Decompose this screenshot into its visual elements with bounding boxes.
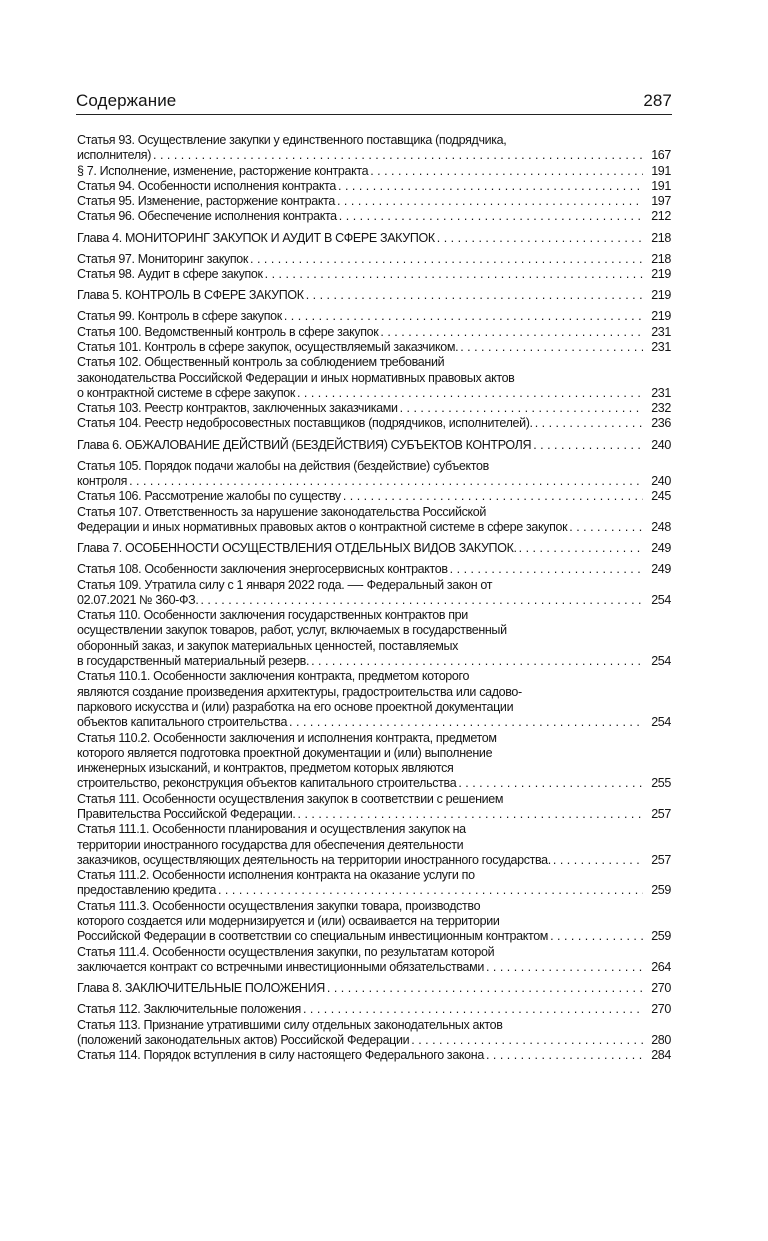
toc-entry-leader-row	[77, 562, 671, 577]
toc-article-entry[interactable]	[77, 325, 671, 340]
toc-dot-leader	[297, 386, 643, 401]
toc-entry-leader-row	[77, 520, 671, 535]
toc-entry-line: Статья 113. Признание утратившими силу отдельных законодательных актов	[77, 1017, 503, 1032]
toc-entry-line: Статья 111.2. Особенности исполнения контракта на оказание услуги по	[77, 868, 475, 883]
toc-entry-title: Статья 100. Ведомственный контроль в сфере закупок	[77, 324, 379, 339]
toc-dot-leader	[411, 1033, 643, 1048]
toc-article-entry[interactable]	[77, 489, 671, 504]
toc-dot-leader	[337, 194, 643, 209]
toc-entry-leader-row	[77, 325, 671, 340]
toc-entry-page: 219	[651, 309, 671, 324]
toc-article-entry[interactable]	[77, 194, 671, 209]
toc-entry-page: 240	[651, 437, 671, 452]
toc-article-entry[interactable]	[77, 209, 671, 224]
toc-article-entry[interactable]	[77, 179, 671, 194]
toc-dot-leader	[311, 654, 643, 669]
toc-dot-leader	[303, 1002, 643, 1017]
toc-chapter-entry[interactable]	[77, 286, 671, 304]
toc-dot-leader	[437, 229, 643, 247]
toc-dot-leader	[129, 474, 643, 489]
toc-dot-leader	[553, 853, 643, 868]
toc-entry-line: Статья 111.1. Особенности планирования и осуществления закупок на	[77, 822, 466, 837]
toc-entry-page: 231	[651, 385, 671, 400]
toc-dot-leader	[535, 416, 643, 431]
toc-dot-leader	[327, 979, 643, 997]
toc-entry-line: инженерных изысканий, и контрактов, предметом которых являются	[77, 761, 454, 776]
toc-entry-page: 231	[651, 339, 671, 354]
toc-dot-leader	[306, 286, 643, 304]
toc-article-entry[interactable]	[77, 459, 671, 490]
toc-chapter-entry[interactable]	[77, 436, 671, 454]
toc-dot-leader	[380, 325, 643, 340]
toc-entry-page: 212	[651, 209, 671, 224]
toc-entry-leader-row	[77, 1002, 671, 1017]
toc-entry-title: Глава 6. ОБЖАЛОВАНИЕ ДЕЙСТВИЙ (БЕЗДЕЙСТВИЯ) СУБЪЕКТОВ КОНТРОЛЯ	[77, 437, 532, 452]
toc-entry-line: которого является подготовка проектной документации и (или) выполнение	[77, 745, 493, 760]
toc-entry-leader-row	[77, 539, 671, 557]
toc-article-entry[interactable]	[77, 608, 671, 669]
toc-entry-page: 248	[651, 519, 671, 534]
toc-dot-leader	[458, 776, 643, 791]
toc-entry-leader-row	[77, 164, 671, 179]
toc-entry-line: Статья 110.2. Особенности заключения и исполнения контракта, предметом	[77, 730, 497, 745]
toc-dot-leader	[533, 436, 643, 454]
toc-entry-leader-row	[77, 416, 671, 431]
toc-entry-leader-row	[77, 1048, 671, 1063]
toc-article-entry[interactable]	[77, 133, 671, 164]
toc-entry-title: (положений законодательных актов) Российской Федерации	[77, 1032, 410, 1047]
toc-article-entry[interactable]	[77, 1048, 671, 1063]
toc-entry-title: Статья 108. Особенности заключения энергосервисных контрактов	[77, 562, 448, 577]
toc-entry-line: Статья 110. Особенности заключения государственных контрактов при	[77, 608, 468, 623]
toc-entry-leader-row	[77, 309, 671, 324]
toc-entry-title: Статья 112. Заключительные положения	[77, 1002, 301, 1017]
toc-entry-page: 219	[651, 267, 671, 282]
toc-entry-title: заказчиков, осуществляющих деятельность на территории иностранного государства.	[77, 852, 551, 867]
toc-entry-line: осуществлении закупок товаров, работ, услуг, включаемых в государственный	[77, 623, 507, 638]
toc-article-entry[interactable]	[77, 562, 671, 577]
toc-entry-leader-row	[77, 252, 671, 267]
toc-entry-leader-row	[77, 209, 671, 224]
toc-entry-title: в государственный материальный резерв.	[77, 654, 310, 669]
toc-entry-page: 249	[651, 562, 671, 577]
toc-entry-leader-row	[77, 489, 671, 504]
toc-entry-page: 259	[651, 929, 671, 944]
toc-entry-line: Статья 111.3. Особенности осуществления закупки товара, производство	[77, 898, 481, 913]
toc-entry-page: 270	[651, 1002, 671, 1017]
toc-entry-page: 191	[651, 178, 671, 193]
toc-entry-line: паркового искусства и (или) разработка на его основе проектной документации	[77, 699, 514, 714]
toc-article-entry[interactable]	[77, 355, 671, 401]
toc-entry-line: законодательства Российской Федерации и иных нормативных правовых актов	[77, 370, 515, 385]
toc-entry-page: 254	[651, 654, 671, 669]
toc-dot-leader	[265, 267, 643, 282]
toc-article-entry[interactable]	[77, 1018, 671, 1049]
toc-dot-leader	[370, 164, 643, 179]
toc-entry-line: которого создается или модернизируется и (или) осваивается на территории	[77, 914, 500, 929]
toc-dot-leader	[519, 539, 643, 557]
toc-dot-leader	[460, 340, 643, 355]
toc-dot-leader	[218, 883, 643, 898]
toc-entry-title: Статья 101. Контроль в сфере закупок, осуществляемый заказчиком.	[77, 339, 459, 354]
toc-entry-page: 167	[651, 148, 671, 163]
toc-entry-title: Глава 8. ЗАКЛЮЧИТЕЛЬНЫЕ ПОЛОЖЕНИЯ	[77, 981, 325, 996]
toc-entry-title: Глава 5. КОНТРОЛЬ В СФЕРЕ ЗАКУПОК	[77, 288, 304, 303]
toc-article-entry[interactable]	[77, 416, 671, 431]
toc-entry-title: Глава 7. ОСОБЕННОСТИ ОСУЩЕСТВЛЕНИЯ ОТДЕЛЬНЫХ ВИДОВ ЗАКУПОК.	[77, 541, 517, 556]
toc-entry-title: Глава 4. МОНИТОРИНГ ЗАКУПОК И АУДИТ В СФЕРЕ ЗАКУПОК	[77, 230, 435, 245]
toc-entry-title: Правительства Российской Федерации.	[77, 806, 296, 821]
toc-entry-page: 191	[651, 163, 671, 178]
toc-entry-leader-row	[77, 148, 671, 163]
toc-chapter-entry[interactable]	[77, 539, 671, 557]
page-number: 287	[643, 91, 672, 110]
toc-entry-line: Статья 107. Ответственность за нарушение законодательства Российской	[77, 504, 486, 519]
toc-entry-leader-row	[77, 979, 671, 997]
toc-article-entry[interactable]	[77, 252, 671, 267]
toc-entry-leader-row	[77, 807, 671, 822]
toc-entry-leader-row	[77, 229, 671, 247]
toc-dot-leader	[153, 148, 643, 163]
toc-entry-page: 197	[651, 194, 671, 209]
toc-dot-leader	[343, 489, 643, 504]
toc-entry-title: объектов капитального строительства	[77, 715, 288, 730]
toc-entry-line: Статья 109. Утратила силу с 1 января 2022 года. —- Федеральный закон от	[77, 577, 493, 592]
running-title: Содержание	[76, 91, 177, 110]
toc-entry-leader-row	[77, 593, 671, 608]
toc-entry-title: Статья 106. Рассмотрение жалобы по существу	[77, 489, 341, 504]
toc-entry-title: Статья 103. Реестр контрактов, заключенных заказчиками	[77, 401, 398, 416]
toc-entry-title: Федерации и иных нормативных правовых актов о контрактной системе в сфере закупок	[77, 519, 568, 534]
page-header	[76, 90, 672, 115]
toc-entry-page: 254	[651, 592, 671, 607]
toc-entry-title: Российской Федерации в соответствии со специальным инвестиционным контрактом	[77, 929, 549, 944]
toc-entry-page: 257	[651, 852, 671, 867]
toc-dot-leader	[200, 593, 643, 608]
toc-entry-page: 236	[651, 416, 671, 431]
toc-entry-title: контроля	[77, 474, 128, 489]
toc-entry-page: 264	[651, 959, 671, 974]
toc-dot-leader	[486, 1048, 643, 1063]
toc-entry-leader-row	[77, 436, 671, 454]
toc-article-entry[interactable]	[77, 731, 671, 792]
toc-entry-leader-row	[77, 267, 671, 282]
toc-entry-leader-row	[77, 654, 671, 669]
toc-entry-page: 249	[651, 541, 671, 556]
toc-entry-line: Статья 111. Особенности осуществления закупок в соответствии с решением	[77, 791, 504, 806]
toc-article-entry[interactable]	[77, 868, 671, 899]
toc-entry-page: 245	[651, 489, 671, 504]
toc-chapter-entry[interactable]	[77, 229, 671, 247]
toc-entry-leader-row	[77, 340, 671, 355]
toc-entry-page: 280	[651, 1032, 671, 1047]
toc-entry-leader-row	[77, 286, 671, 304]
toc-chapter-entry[interactable]	[77, 979, 671, 997]
toc-entry-title: строительство, реконструкция объектов капитального строительства	[77, 776, 457, 791]
toc-dot-leader	[569, 520, 643, 535]
toc-dot-leader	[338, 179, 643, 194]
toc-entry-leader-row	[77, 960, 671, 975]
toc-entry-title: Статья 114. Порядок вступления в силу настоящего Федерального закона	[77, 1048, 484, 1063]
toc-article-entry[interactable]	[77, 505, 671, 536]
toc-entry-title: о контрактной системе в сфере закупок	[77, 385, 295, 400]
toc-entry-title: предоставлению кредита	[77, 883, 216, 898]
toc-article-entry[interactable]	[77, 164, 671, 179]
toc-entry-leader-row	[77, 929, 671, 944]
toc-dot-leader	[450, 562, 643, 577]
toc-entry-page: 254	[651, 715, 671, 730]
toc-entry-leader-row	[77, 776, 671, 791]
toc-article-entry[interactable]	[77, 309, 671, 324]
toc-entry-line: Статья 102. Общественный контроль за соблюдением требований	[77, 355, 445, 370]
toc-entry-title: Статья 96. Обеспечение исполнения контракта	[77, 209, 337, 224]
toc-dot-leader	[550, 929, 643, 944]
toc-article-entry[interactable]	[77, 899, 671, 945]
toc-entry-title: заключается контракт со встречными инвестиционными обязательствами	[77, 959, 484, 974]
toc-dot-leader	[250, 252, 643, 267]
toc-dot-leader	[486, 960, 643, 975]
toc-entry-title: Статья 104. Реестр недобросовестных поставщиков (подрядчиков, исполнителей).	[77, 416, 533, 431]
toc-entry-title: Статья 97. Мониторинг закупок	[77, 251, 248, 266]
toc-dot-leader	[298, 807, 644, 822]
toc-article-entry[interactable]	[77, 267, 671, 282]
toc-article-entry[interactable]	[77, 401, 671, 416]
toc-entry-line: Статья 111.4. Особенности осуществления закупки, по результатам которой	[77, 944, 495, 959]
toc-entry-line: являются создание произведения архитектуры, градостроительства или садово-	[77, 684, 522, 699]
toc-entry-leader-row	[77, 386, 671, 401]
toc-entry-title: Статья 98. Аудит в сфере закупок	[77, 267, 263, 282]
toc-entry-page: 218	[651, 230, 671, 245]
toc-entry-leader-row	[77, 715, 671, 730]
toc-entry-page: 240	[651, 474, 671, 489]
toc-entry-page: 284	[651, 1048, 671, 1063]
toc-entry-page: 218	[651, 251, 671, 266]
toc-entry-leader-row	[77, 179, 671, 194]
toc-entry-line: Статья 93. Осуществление закупки у единственного поставщика (подрядчика,	[77, 133, 507, 147]
toc-dot-leader	[284, 309, 643, 324]
toc-entry-page: 255	[651, 776, 671, 791]
toc-article-entry[interactable]	[77, 340, 671, 355]
toc-article-entry[interactable]	[77, 669, 671, 730]
toc-entry-page: 257	[651, 806, 671, 821]
toc-entry-line: Статья 105. Порядок подачи жалобы на действия (бездействие) субъектов	[77, 458, 489, 473]
toc-entry-title: Статья 99. Контроль в сфере закупок	[77, 309, 282, 324]
toc-article-entry[interactable]	[77, 822, 671, 868]
toc-entry-line: Статья 110.1. Особенности заключения контракта, предметом которого	[77, 669, 470, 684]
toc-article-entry[interactable]	[77, 792, 671, 823]
toc-dot-leader	[289, 715, 643, 730]
toc-entry-line: оборонный заказ, и закупок материальных ценностей, поставляемых	[77, 638, 458, 653]
toc-entry-page: 231	[651, 324, 671, 339]
toc-entry-leader-row	[77, 883, 671, 898]
toc-entry-leader-row	[77, 194, 671, 209]
table-of-contents	[77, 133, 671, 1063]
toc-entry-leader-row	[77, 853, 671, 868]
toc-entry-title: 02.07.2021 № 360-ФЗ.	[77, 592, 199, 607]
toc-article-entry[interactable]	[77, 945, 671, 976]
toc-article-entry[interactable]	[77, 1002, 671, 1017]
toc-entry-page: 270	[651, 981, 671, 996]
toc-entry-leader-row	[77, 474, 671, 489]
toc-entry-title: § 7. Исполнение, изменение, расторжение контракта	[77, 163, 369, 178]
toc-article-entry[interactable]	[77, 578, 671, 609]
toc-entry-title: исполнителя)	[77, 148, 152, 163]
toc-entry-page: 259	[651, 883, 671, 898]
toc-entry-title: Статья 95. Изменение, расторжение контракта	[77, 194, 335, 209]
toc-entry-title: Статья 94. Особенности исполнения контракта	[77, 178, 336, 193]
toc-entry-page: 219	[651, 288, 671, 303]
toc-entry-page: 232	[651, 401, 671, 416]
toc-dot-leader	[339, 209, 643, 224]
toc-entry-leader-row	[77, 1033, 671, 1048]
toc-entry-leader-row	[77, 401, 671, 416]
toc-dot-leader	[400, 401, 643, 416]
toc-entry-line: территории иностранного государства для обеспечения деятельности	[77, 837, 464, 852]
